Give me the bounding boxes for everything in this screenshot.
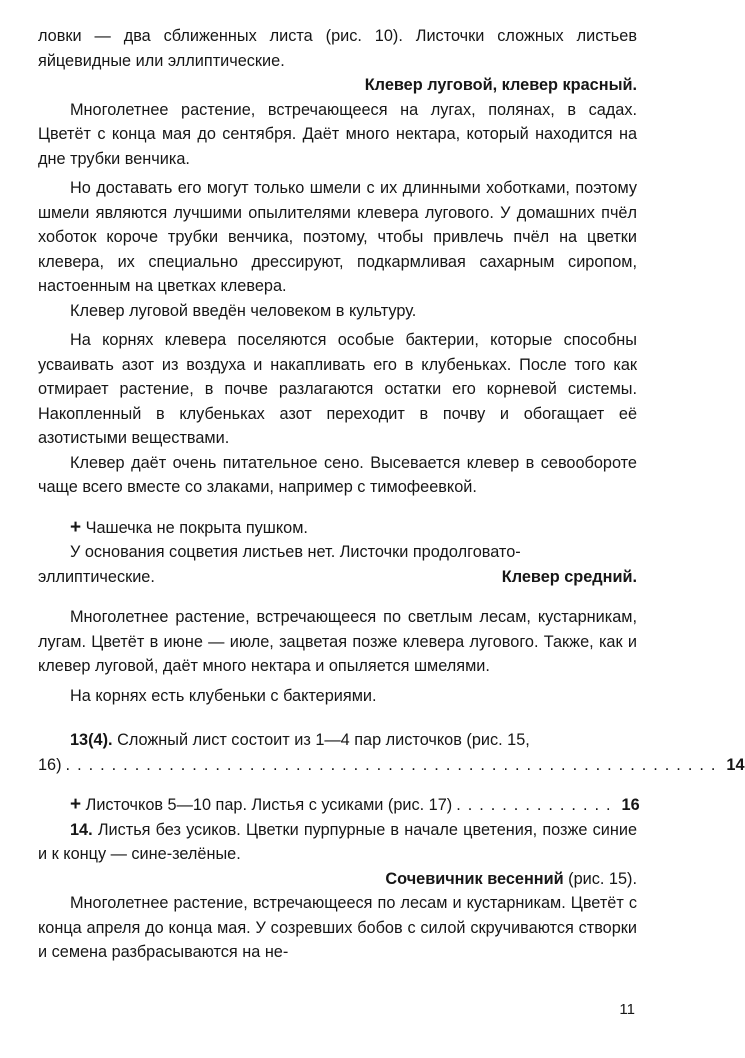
species-title: Сочевичник весенний [385, 869, 564, 888]
key-text: Листья без усиков. Цветки пурпурные в начале цветения, позже синие и к концу — сине-зелёные. [38, 820, 637, 863]
key-text: 16) [38, 755, 62, 774]
paragraph: У основания соцветия листьев нет. Листочки продолговато- [70, 543, 521, 561]
key-step [38, 818, 637, 867]
key-text: Сложный лист состоит из 1—4 пар листочков (рис. 15, [117, 731, 530, 749]
key-text: Листочков 5—10 пар. Листья с усиками (рис. 17) [85, 796, 453, 814]
species-title-row [38, 867, 637, 892]
paragraph: На корнях клевера поселяются особые бактерии, которые способны усваивать азот из воздуха и накапливать его в клубеньках. После того как отмирает растение, в почве разлагаются остатки его корневой системы. Накопленный в клубеньках азот переходит в почву и обогащает её азотистыми веществами. [38, 331, 637, 447]
paragraph: Клевер луговой введён человеком в культуру. [70, 301, 417, 320]
text-line: ловки — два сближенных листа (рис. 10). Листочки сложных листьев яйцевидные или эллиптические. [38, 27, 637, 70]
key-reference: 14 [726, 755, 745, 774]
key-number: 13(4). [70, 731, 113, 749]
title-row [38, 565, 637, 590]
key-number: 14. [70, 820, 93, 839]
key-reference: 16 [621, 796, 640, 814]
paragraph: Многолетнее растение, встречающееся по светлым лесам, кустарникам, лугам. Цветёт в июне — июле, зацветая позже клевера лугового. Также, как и клевер луговой, даёт много нектара и опыляется шмелями. [38, 608, 637, 675]
paragraph: Многолетнее растение, встречающееся по лесам и кустарникам. Цветёт с конца апреля до конца мая. У созревших бобов с силой скручиваются створки и семена разбрасываются на не- [38, 894, 637, 961]
plus-sign: + [70, 794, 82, 815]
book-page [38, 24, 745, 965]
species-title: Клевер средний. [501, 567, 637, 586]
key-text: Чашечка не покрыта пушком. [85, 518, 308, 537]
figure-reference: (рис. 15). [568, 869, 637, 888]
key-alternative [70, 793, 452, 818]
key-step [38, 728, 637, 753]
key-leader-line [38, 753, 745, 778]
paragraph: Клевер даёт очень питательное сено. Высевается клевер в севообороте чаще всего вместе со злаками, например с тимофеевкой. [38, 453, 637, 496]
key-alternative [38, 516, 637, 541]
text-line: эллиптические. [38, 567, 155, 586]
leader-dots: ......................................................... [65, 755, 723, 774]
page-number: 11 [619, 1001, 635, 1018]
species-title: Клевер луговой, клевер красный. [364, 76, 637, 94]
key-leader-line [38, 793, 640, 818]
paragraph: На корнях есть клубеньки с бактериями. [70, 686, 377, 705]
paragraph: Но доставать его могут только шмели с их длинными хоботками, поэтому шмели являются лучшими опылителями клевера лугового. У домашних пчёл хоботок короче трубки венчика, поэтому, чтобы привлечь пчёл на цветки клевера, их специально дрессируют, подкармливая сахарным сиропом, настоенным на цветках клевера. [38, 179, 637, 295]
paragraph: Многолетнее растение, встречающееся на лугах, полянах, в садах. Цветёт с конца мая до сентября. Даёт много нектара, который находится на дне трубки венчика. [38, 100, 637, 168]
leader-dots: .............. [456, 796, 618, 814]
plus-sign: + [70, 516, 82, 538]
